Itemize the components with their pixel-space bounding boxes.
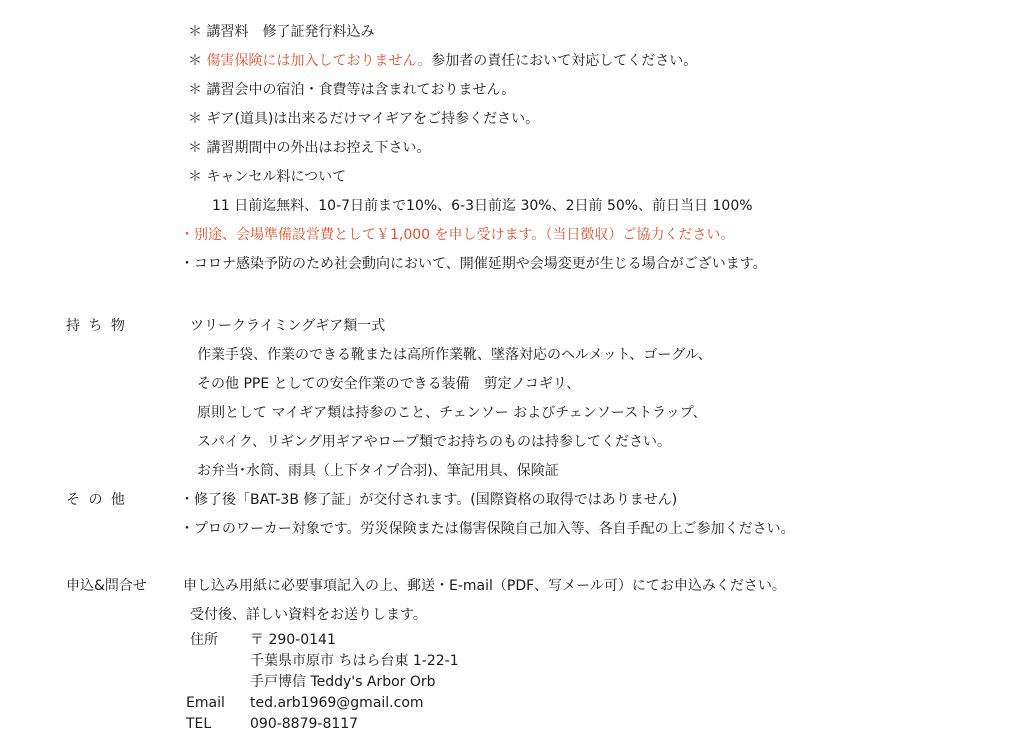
belongings-line: スパイク、リギング用ギアやロープ類でお持ちのものは持参してください。 <box>197 434 672 450</box>
belongings-label: 持 ち 物 <box>66 318 127 334</box>
cancel-title: ＊ キャンセル料について <box>188 169 347 185</box>
address-label: 住所 <box>190 632 218 648</box>
insurance-note <box>188 51 697 71</box>
tel-label: TEL <box>186 716 212 732</box>
insurance-warning: 傷害保険には加入しておりません。 <box>206 53 432 69</box>
belongings-line: ツリークライミングギア類一式 <box>190 318 386 334</box>
lodging-note: ＊ 講習会中の宿泊・食費等は含まれておりません。 <box>188 82 516 98</box>
street-address: 千葉県市原市 ちはら台東 1-22-1 <box>250 653 459 669</box>
belongings-line: その他 PPE としての安全作業のできる装備 剪定ノコギリ、 <box>197 376 581 392</box>
contact-name: 手戸博信 Teddy's Arbor Orb <box>250 674 436 690</box>
apply-instructions: 申し込み用紙に必要事項記入の上、郵送・E-mail（PDF、写メール可）にてお申込みください。 <box>183 578 786 594</box>
tel-number[interactable]: 090-8879-8117 <box>250 716 359 732</box>
email-label: Email <box>186 695 225 711</box>
outing-note: ＊ 講習期間中の外出はお控え下さい。 <box>188 140 431 156</box>
apply-followup: 受付後、詳しい資料をお送りします。 <box>190 607 427 623</box>
other-line: ・プロのワーカー対象です。労災保険または傷害保険自己加入等、各自手配の上ご参加ください。 <box>180 521 795 537</box>
cancel-detail: 11 日前迄無料、10-7日前まで10%、6-3日前迄 30%、2日前 50%、前日当日 100% <box>212 198 753 214</box>
postal-code: 〒 290-0141 <box>250 632 336 648</box>
corona-note: ・コロナ感染予防のため社会動向において、開催延期や会場変更が生じる場合がございます。 <box>180 256 767 272</box>
belongings-line: お弁当･水筒、雨具（上下タイプ合羽)、筆記用具、保険証 <box>197 463 559 479</box>
other-label: そ の 他 <box>66 492 127 508</box>
other-line: ・修了後「BAT-3B 修了証」が交付されます。(国際資格の取得ではありません) <box>180 492 678 508</box>
belongings-line: 作業手袋、作業のできる靴または高所作業靴、墜落対応のヘルメット、ゴーグル、 <box>197 347 712 363</box>
venue-fee-note: ・別途、会場準備設営費として￥1,000 を申し受けます。（当日徴収）ご協力ください。 <box>180 227 735 243</box>
insurance-rest: 参加者の責任において対応してください。 <box>431 53 698 69</box>
fee-note: ＊ 講習料 修了証発行料込み <box>188 24 375 40</box>
gear-note: ＊ ギア(道具)は出来るだけマイギアをご持参ください。 <box>188 111 540 127</box>
belongings-line: 原則として マイギア類は持参のこと、チェンソー およびチェンソーストラップ、 <box>197 405 707 421</box>
insurance-prefix: ＊ <box>188 53 207 69</box>
email-address[interactable]: ted.arb1969@gmail.com <box>250 695 424 711</box>
apply-label: 申込&問合せ <box>66 578 147 594</box>
